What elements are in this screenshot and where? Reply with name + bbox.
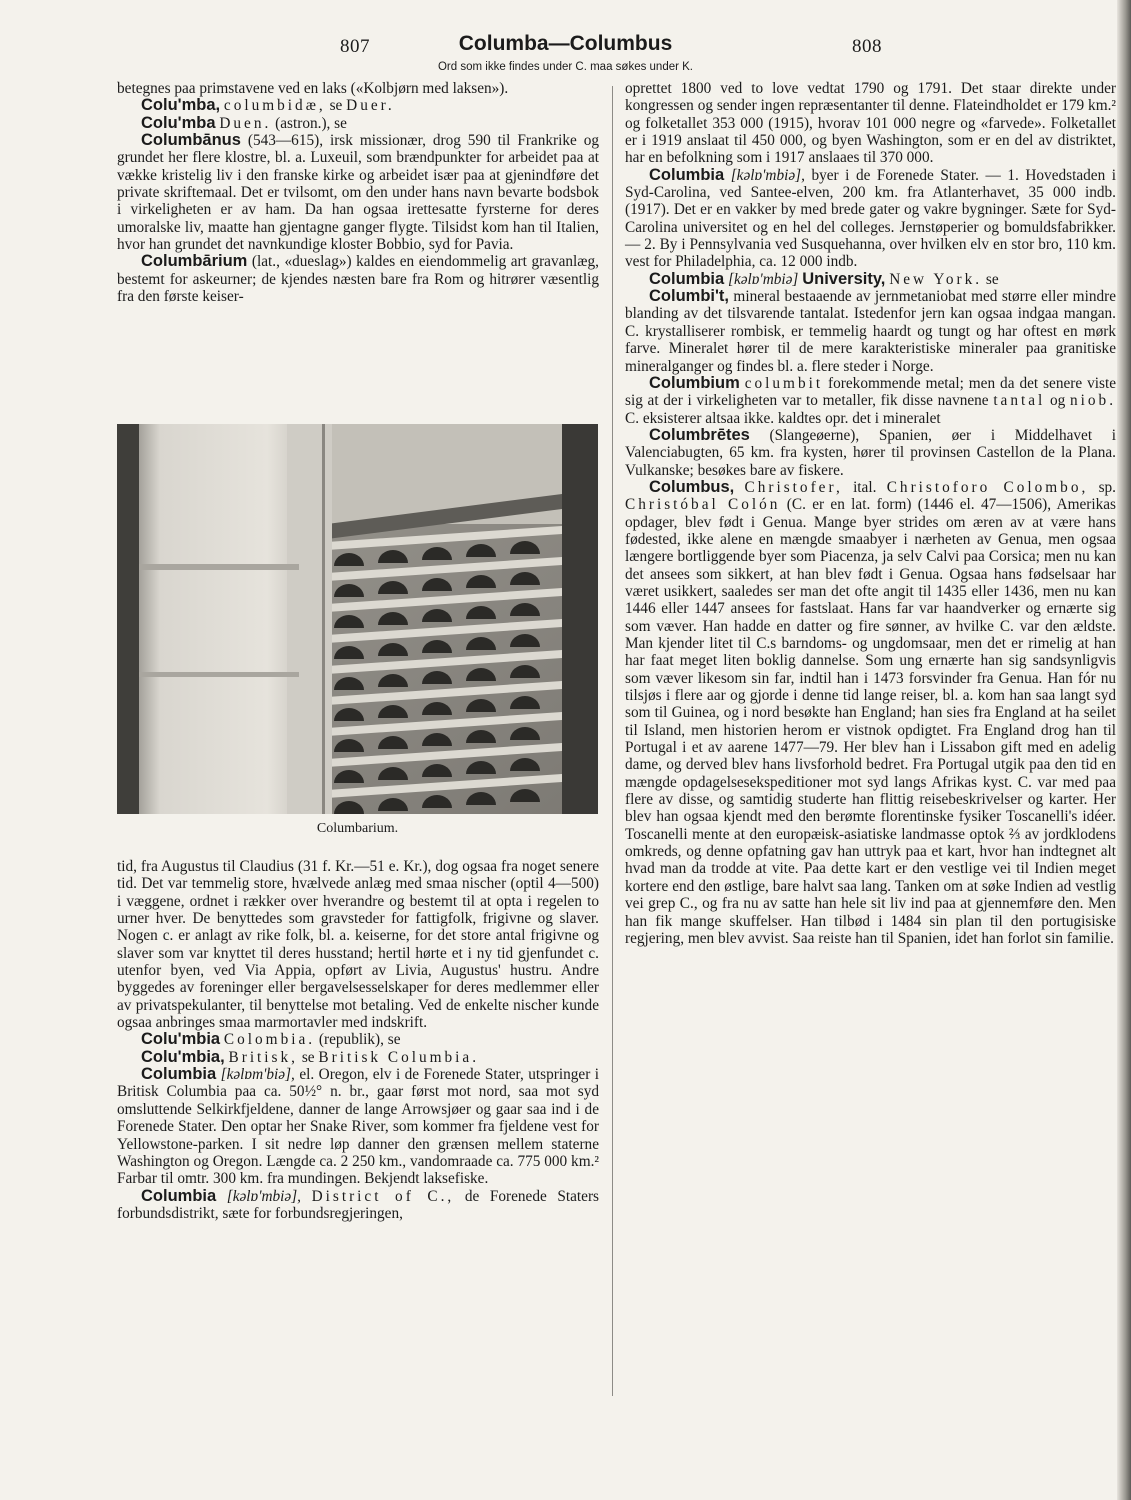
- headword: Columbia: [141, 1186, 217, 1205]
- headword: Colu'mbia,: [141, 1047, 225, 1066]
- entry: [117, 1066, 599, 1187]
- entry: [117, 253, 599, 305]
- entry-text: de Forenede Staters forbundsdistrikt, sæte for forbundsregjeringen,: [117, 1187, 599, 1222]
- entry-text: (543—615), irsk missionær, drog 590 til Frankrike og grundet her flere klostre, bl. a. Luxeuil, som brændpunkter for arbeidet paa at vække kristelig liv i den franske kirke og arbeidet især paa at gjenindføre det private skriftemaal. Det er tvilsomt, om den under hans navn bevarte bodsbok i virkeligheten er av ham. Da han ogsaa irettesatte fyrsterne for deres umoralske liv, maatte han gjentagne ganger flygte. Tilsidst kom han til Italien, hvor han grundet det navnkundige kloster Bobbio, syd for Pavia.: [117, 132, 599, 254]
- pronunciation: [kəlɒ'mbiə],: [226, 1187, 301, 1205]
- entry: [117, 1031, 599, 1048]
- entry-text: (C. er en lat. form) (1446 el. 47—1506), Amerikas opdager, blev født i Genua. Mange byer strides om æren av at være hans fødested, ikke alene en mængde smaabyer i nærheten av Genua, men ogsaa længere bortliggende byer som Piacenza, ja selv Calvi paa Corsica; men nu kan det ansees som sikkert, at han blev født i Genua. Ogsaa hans fødselsaar har været usikkert, saaledes ser man det ofte angit til 1435 eller 1436, men nu kan 1446 eller 1447 ansees for fastslaat. Hans far var haandverker og ernærte sig som væver. Han hadde en datter og fire sønner, av hvilke C. var den ældste. Man kjender litet til C.s barndoms- og ungdomsaar, men det er rimelig at han har faat meget liten boklig dannelse. Som ung ernærte han sig sandsynligvis som væver likesom sin far, indtil han i 1473 forsvinder fra Genua. Han fór nu tilsjøs i flere aar og gjorde i denne tid lange reiser, bl. a. kom han saa langt syd som til Guinea, og i nord besøkte han England; han sies fra England at ha seilet til Island, men historien herom er vistnok opdigtet. Fra England drog han til Portugal i et av aarene 1477—79. Her blev han i Lissabon gift med en adelig dame, og derved blev hans livsforhold bedret. Fra Portugal utgik paa den tid en mængde opdagelsesekspeditioner mot syd langs Afrikas kyst. C. var med paa flere av disse, og samtidig studerte han flittig reisebeskrivelser og karter. Her blev han ogsaa kjendt med den berømte florentinske fysiker Toscanelli's idéer. Toscanelli mente at den europæisk-asiatiske landmasse optok ⅔ av jordklodens omkreds, og denne opfatning gav han uttryk paa et kart, hvor han indtegnet alt hvad man da trodde at vite. Paa dette kart er den vestlige vei til Indien meget kortere end den østlige, bare halvt saa lang. Tanken om at søke Indien ad vestlig vei grep C., og fra nu av satte han hele sit liv ind paa at gjennemføre den. Men han fik mange skuffelser. Han tilbød i 1484 sin plan til den portugisiske regjering, men blev avvist. Saa reiste han til Spanien, idet han forlot sin familie.: [625, 496, 1116, 947]
- header-note: Ord som ikke findes under C. maa søkes under K.: [437, 61, 694, 73]
- entry-text: mineral bestaaende av jernmetaniobat med større eller mindre blanding av det tilsvarende tantalat. Istedenfor jern kan ogsaa indgaa mangan. C. krystalliserer rombisk, er temmelig haardt og tungt og har oftest en mørk farve. Mineralet hører til de mere karakteristiske mineraler paa granitiske mineralganger og findes bl. a. flere steder i Norge.: [625, 288, 1116, 375]
- entry: [625, 271, 1116, 288]
- entry: [117, 1188, 599, 1223]
- entry-text: se: [329, 97, 343, 115]
- spaced-term: columbit: [744, 374, 824, 392]
- entry-text: byer i de Forenede Stater. — 1. Hovedstaden i Syd-Carolina, ved Santee-elven, 200 km. fra Atlanterhavet, 35 000 indb. (1917). Det er en vakker by med brede gater og vakre bygninger. Sæte for Syd-Carolina universitet og en hel del colleges. Jernstøperier og bomuldsfabrikker. — 2. By i Pennsylvania ved Susquehanna, over hvilken elv en stor bro, 110 km. vest for Philadelphia, ca. 12 000 indb.: [625, 166, 1116, 271]
- spaced-term: Christofer,: [744, 478, 843, 496]
- left-column-bottom: [117, 858, 599, 1222]
- spaced-term: columbidæ,: [223, 97, 326, 115]
- entry: [117, 132, 599, 253]
- headword: Columbium: [649, 373, 740, 392]
- headword: Columbia: [649, 165, 725, 184]
- entry-text: oprettet 1800 ved to love vedtat 1790 og 1791. Det staar direkte under kongressen og sender ingen repræsentanter til denne. Flateindholdet er 179 km.² og folketallet 353 000 (1915), hvorav 101 000 negre og «farvede». Folketallet er i 1919 anslaat til 450 000, og byen Washington, som er en del av distriktet, har en befolkning som i 1917 anslaaes til 370 000.: [625, 80, 1116, 167]
- columbarium-photo: [117, 424, 598, 814]
- pronunciation: [kəlɒm'biə],: [220, 1066, 295, 1084]
- headword: Columbrētes: [649, 425, 750, 444]
- entry: [625, 375, 1116, 427]
- entry-text: C. eksisterer altsaa ikke.: [625, 409, 775, 427]
- column-divider: [612, 86, 613, 1396]
- page-number-right: 808: [852, 36, 882, 57]
- entry: [117, 97, 599, 114]
- spaced-term: Christóbal Colón: [625, 496, 781, 514]
- headword: Colu'mba,: [141, 96, 221, 115]
- spaced-term: Colombia.: [223, 1031, 316, 1049]
- figure-caption: Columbarium.: [316, 821, 399, 836]
- spaced-term: tantal: [993, 392, 1046, 410]
- entry-text: betegnes paa primstavene ved en laks («Kolbjørn med laksen»).: [117, 80, 509, 97]
- entry: [117, 115, 599, 132]
- continued-text: [625, 80, 1116, 167]
- headword: Columbia: [141, 1065, 217, 1084]
- entry: [625, 427, 1116, 479]
- pronunciation: [kəlɒ'mbiə],: [730, 166, 805, 184]
- entry-text: sp.: [1098, 478, 1117, 496]
- continued-text: [117, 80, 599, 97]
- entry: [625, 479, 1116, 947]
- spaced-term: Christoforo Colombo,: [886, 478, 1089, 496]
- spaced-term: District of C.,: [311, 1187, 455, 1205]
- entry-text: se: [301, 1048, 315, 1066]
- headword: Columbārium: [141, 252, 248, 271]
- headword: Columbia: [649, 269, 725, 288]
- spaced-term: New York.: [889, 270, 983, 288]
- headword: University,: [802, 269, 886, 288]
- entry-text: el. Oregon, elv i de Forenede Stater, utspringer i Britisk Columbia paa ca. 50½° n. br., gaar først mot nord, saa mot syd omsluttende Selkirkfjeldene, danner de lange Arrowsjøer og gaar saa ind i de Forenede Stater. Den optar her Snake River, som kommer fra fjeldene vest for Yellowstone-parken. I sit nedre løp danner den grænsen mellem staterne Washington og Oregon. Længde ca. 2 250 km., vandomraade ca. 775 000 km.² Farbar til omtr. 300 km. fra mundingen. Bekjendt laksefiske.: [117, 1066, 600, 1188]
- entry-text: og: [1050, 392, 1066, 410]
- headword: Colu'mba: [141, 113, 216, 132]
- right-column: [625, 80, 1116, 947]
- columbarium-illustration: [117, 424, 598, 814]
- continued-text: [117, 858, 599, 1031]
- entry-text: (Slangeøerne), Spanien, øer i Middelhavet i Valenciabugten, 65 km. fra kysten, hører til provinsen Castellon de la Plana. Vulkanske; besøkes bare av fiskere.: [625, 426, 1116, 479]
- entry-text: forekommende metal; men da det senere viste sig at der i virkeligheten var to metaller, fik disse navnene: [625, 374, 1116, 410]
- entry: [117, 1049, 599, 1066]
- page-edge-shadow: [1117, 0, 1131, 1500]
- spaced-term: niob.: [1070, 392, 1117, 410]
- entry-text: (lat., «dueslag») kaldes en eiendommelig art gravanlæg, bestemt for askeurner; de kjendes næsten bare fra Rom og hitrører væsentlig fra den første keiser-: [117, 253, 599, 306]
- spaced-term: Duen.: [219, 114, 272, 132]
- entry-text: (astron.), se: [275, 114, 347, 132]
- spaced-term: Duer.: [346, 97, 395, 115]
- entry: [625, 167, 1116, 271]
- left-column-top: [117, 80, 599, 305]
- entry-text: (republik), se: [318, 1031, 401, 1049]
- pronunciation: [kəlɒ'mbiə]: [728, 270, 799, 288]
- entry-text: se: [985, 270, 999, 288]
- entry-text: ital.: [853, 478, 877, 496]
- spaced-term: Britisk Columbia.: [318, 1048, 480, 1066]
- headword: Columbus,: [649, 477, 735, 496]
- page-number-left: 807: [340, 36, 370, 57]
- entry-text: tid, fra Augustus til Claudius (31 f. Kr.—51 e. Kr.), dog ogsaa fra noget senere tid. Det var temmelig store, hvælvede anlæg med smaa nischer (optil 4—500) i væggene, ordnet i rækker over hverandre og bestemt til at opta i regelen to urner hver. De benyttedes som gravsteder for fattigfolk, frigivne og slaver. Nogen c. er anlagt av rike folk, bl. a. keiserne, for det store antal frigivne og slaver som var knyttet til deres husstand; hertil hørte et i ny tid gjenfundet c. utenfor byen, ved Via Appia, opført av Livia, Augustus' hustru. Andre byggedes av foreninger eller bergavelsesselskaper for deres medlemmer eller av privatspekulanter, til benyttelse mot betaling. Ved de enkelte nischer kunde ogsaa anbringes smaa marmortavler med indskrift.: [117, 858, 599, 1032]
- entry: [625, 288, 1116, 375]
- page-title: Columba—Columbus: [458, 32, 673, 55]
- entry-text: kaldtes opr. det i mineralet: [777, 409, 941, 427]
- headword: Columbi't,: [649, 287, 729, 306]
- spaced-term: Britisk,: [228, 1048, 298, 1066]
- headword: Columbānus: [141, 131, 241, 150]
- headword: Colu'mbia: [141, 1030, 221, 1049]
- running-header: [0, 32, 1131, 62]
